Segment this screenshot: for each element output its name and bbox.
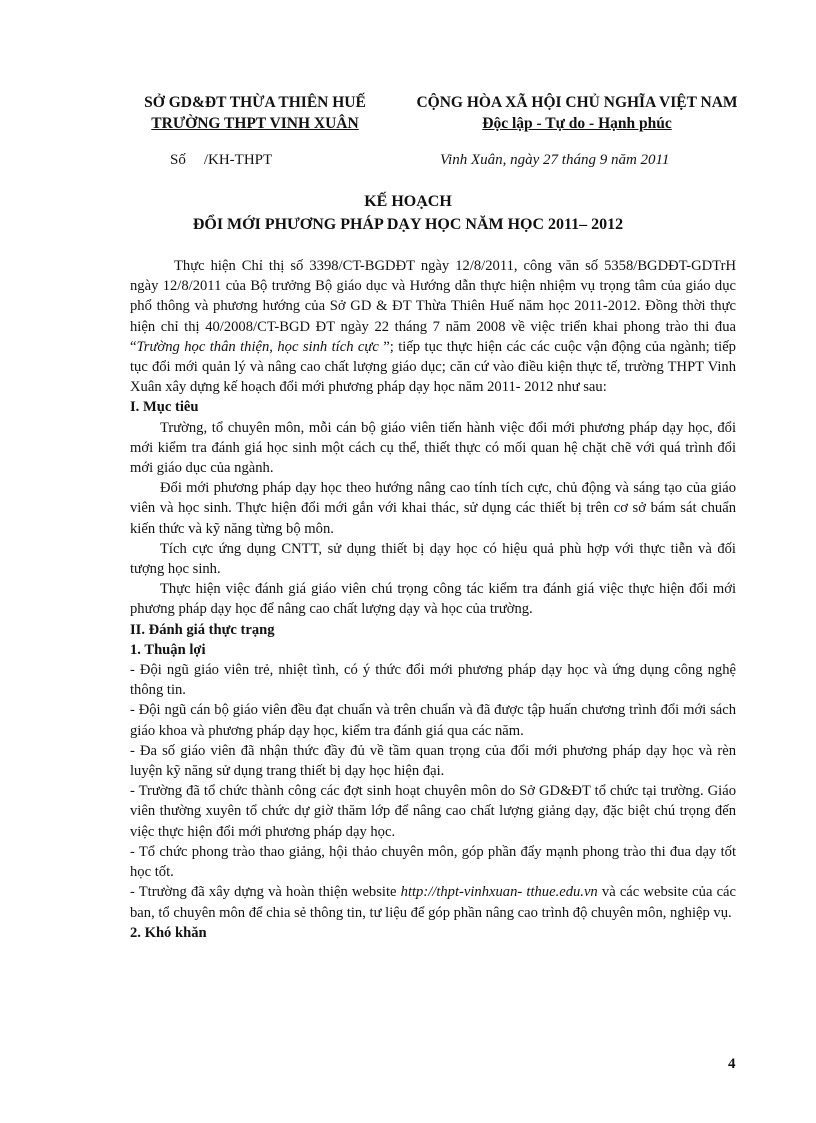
document-number: [170, 152, 272, 169]
document-title: [80, 190, 736, 236]
intro-italic: Trường học thân thiện, học sinh tích cực: [136, 338, 379, 355]
school-name: TRƯỜNG THPT VINH XUÂN: [151, 115, 359, 132]
website-url: http://thpt-vinhxuan- tthue.edu.vn: [400, 884, 598, 901]
title-line-2: ĐỔI MỚI PHƯƠNG PHÁP DẠY HỌC NĂM HỌC 2011– 2012: [192, 216, 624, 233]
advantage-item: - Trường đã tổ chức thành công các đợt sinh hoạt chuyên môn do Sở GD&ĐT tổ chức tại trường. Giáo viên thường xuyên tổ chức dự giờ thăm lớp để nâng cao chất lượng giảng dạy, đặc biệt chú trọng đến việc thực hiện đổi mới phương pháp dạy học.: [130, 783, 736, 840]
country-name: CỘNG HÒA XÃ HỘI CHỦ NGHĨA VIỆT NAM: [416, 94, 738, 111]
title-line-1: KẾ HOẠCH: [364, 193, 452, 210]
header-right: [392, 92, 762, 134]
doc-no-suffix: /KH-THPT: [203, 152, 273, 168]
advantage-item: - Đa số giáo viên đã nhận thức đầy đủ về tầm quan trọng của đổi mới phương pháp dạy học và rèn luyện kỹ năng sử dụng trang thiết bị dạy học hiện đại.: [130, 742, 736, 780]
national-motto: Độc lập - Tự do - Hạnh phúc: [482, 115, 672, 132]
doc-no-prefix: Số: [170, 152, 186, 168]
date-place: Vinh Xuân, ngày 27 tháng 9 năm 2011: [440, 152, 670, 168]
department-name: SỞ GD&ĐT THỪA THIÊN HUẾ: [144, 94, 366, 111]
subsection-difficulties-heading: 2. Khó khăn: [130, 924, 207, 941]
intro-paragraph: [130, 256, 736, 397]
section-1-heading: I. Mục tiêu: [130, 399, 199, 416]
intro-part-2: ”; tiếp tục thực hiện các các cuộc vận động của ngành; tiếp tục đổi mới quản lý và nâng cao chất lượng giáo dục; căn cứ vào điều kiện thực tế, trường THPT Vinh Xuân xây dựng kế hoạch đổi mới phương pháp dạy học năm 2011- 2012 như sau:: [130, 338, 736, 396]
header-left: [120, 92, 390, 134]
section-1-paragraph: Thực hiện việc đánh giá giáo viên chú trọng công tác kiểm tra đánh giá việc thực hiện đổi mới phương pháp dạy học để nâng cao chất lượng dạy và học của trường.: [130, 581, 736, 618]
advantage-item: - Đội ngũ cán bộ giáo viên đều đạt chuẩn và trên chuẩn và đã được tập huấn chương trình đổi mới sách giáo khoa và phương pháp dạy học, kiểm tra đánh giá qua các năm.: [130, 702, 736, 739]
section-2-heading: II. Đánh giá thực trạng: [130, 621, 275, 638]
intro-part-1: Thực hiện Chỉ thị số 3398/CT-BGDĐT ngày 12/8/2011, công văn số 5358/BGDĐT-GDTrH ngày 12/8/2011 của Bộ trưởng Bộ giáo dục và Hướng dẫn thực hiện nhiệm vụ trọng tâm của giáo dục phổ thông và phương hướng của Sở GD & ĐT Thừa Thiên Huế năm học 2011-2012. Đồng thời thực hiện chỉ thị 40/2008/CT-BGD ĐT ngày 22 tháng 7 năm 2008 về việc triển khai phong trào thi đua “: [130, 258, 736, 355]
website-item-part-1: - Ttrường đã xây dựng và hoàn thiện website: [130, 884, 401, 901]
advantage-item: [130, 882, 736, 922]
page-number: 4: [728, 1056, 736, 1072]
website-item-part-2: và các website của các ban, tổ chuyên môn để chia sẻ thông tin, tư liệu để góp phần nâng cao trình độ chuyên môn, nghiệp vụ.: [130, 884, 737, 921]
document-body: [130, 256, 736, 943]
advantage-item: - Đội ngũ giáo viên trẻ, nhiệt tình, có ý thức đổi mới phương pháp dạy học và ứng dụng công nghệ thông tin.: [130, 662, 736, 699]
section-1-paragraph: Trường, tổ chuyên môn, mỗi cán bộ giáo viên tiến hành việc đổi mới phương pháp dạy học, đổi mới kiểm tra đánh giá học sinh một cách cụ thể, thiết thực có mối quan hệ chặt chẽ với quá trình đổi mới giáo dục của ngành.: [130, 419, 736, 477]
advantage-item: - Tổ chức phong trào thao giảng, hội thảo chuyên môn, góp phần đẩy mạnh phong trào thi đua dạy tốt học tốt.: [130, 843, 736, 881]
section-1-paragraph: Đổi mới phương pháp dạy học theo hướng nâng cao tính tích cực, chủ động và sáng tạo của giáo viên và học sinh. Thực hiện đổi mới gắn với khai thác, sử dụng các thiết bị trên cơ sở bám sát chuẩn kiến thức và kỹ năng từng bộ môn.: [130, 480, 736, 537]
subsection-advantages-heading: 1. Thuận lợi: [130, 641, 206, 658]
section-1-paragraph: Tích cực ứng dụng CNTT, sử dụng thiết bị dạy học có hiệu quả phù hợp với thực tiễn và đối tượng học sinh.: [130, 540, 736, 578]
